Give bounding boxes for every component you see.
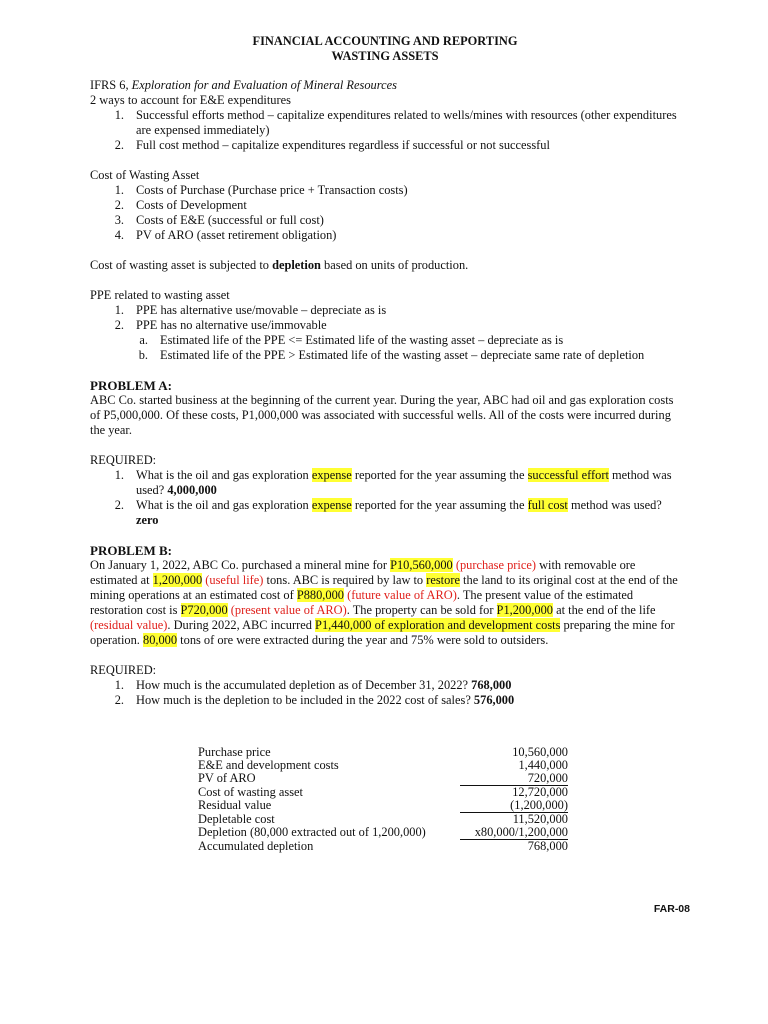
ifrs-methods-list [90,108,680,153]
depletion-statement: Cost of wasting asset is subjected to depletion based on units of production. [90,258,469,272]
table-row: Cost of wasting asset 12,720,000 [198,784,568,799]
list-item: 1. Costs of Purchase (Purchase price + Transaction costs) [114,183,408,197]
document-page [90,34,680,708]
list-item: 1. What is the oil and gas exploration expense reported for the year assuming the successful effort method was used? 4,000,000 [114,468,672,497]
table-row: Purchase price 10,560,000 [198,745,568,759]
list-item: 1. How much is the accumulated depletion as of December 31, 2022? 768,000 [114,678,512,692]
list-item: 2. Costs of Development [114,198,247,212]
doc-title-line2: WASTING ASSETS [331,49,439,63]
list-item: 4. PV of ARO (asset retirement obligation) [114,228,337,242]
ifrs-heading: IFRS 6, Exploration for and Evaluation of Mineral Resources [90,78,397,92]
problem-a-text: ABC Co. started business at the beginning of the current year. During the year, ABC had oil and gas exploration costs of P5,000,000. Of these costs, P1,000,000 was associated with successful wells. All of the costs were incurred during the year. [90,393,674,437]
list-item: 1. PPE has alternative use/movable – depreciate as is [114,303,387,317]
list-item: 3. Costs of E&E (successful or full cost) [114,213,324,227]
answer: 4,000,000 [167,483,217,497]
cost-list [90,183,680,243]
answer: zero [136,513,159,527]
page-footer-code: FAR-08 [653,903,690,915]
list-item: 2. PPE has no alternative use/immovable [114,318,327,332]
answer: 768,000 [471,678,512,692]
ppe-heading: PPE related to wasting asset [90,288,230,302]
sub-list-item: a. Estimated life of the PPE <= Estimated life of the wasting asset – depreciate as is [139,333,564,347]
problem-a-questions [90,468,680,528]
doc-title-line1: FINANCIAL ACCOUNTING AND REPORTING [252,34,518,48]
ifrs-intro: 2 ways to account for E&E expenditures [90,93,291,107]
table-row: Accumulated depletion 768,000 [198,838,568,853]
table-row: E&E and development costs 1,440,000 [198,758,568,772]
depletion-computation-table [198,746,568,853]
sub-list-item: b. Estimated life of the PPE > Estimated life of the wasting asset – depreciate same rate of depletion [138,348,645,362]
list-item: 1. Successful efforts method – capitalize expenditures related to wells/mines with resources (other expenditures are expensed immediately) [114,108,677,137]
list-item: 2. How much is the depletion to be included in the 2022 cost of sales? 576,000 [114,693,515,707]
table-row: PV of ARO 720,000 [198,771,568,786]
problem-a-heading: PROBLEM A: [90,378,172,393]
cost-heading: Cost of Wasting Asset [90,168,200,182]
ppe-list [90,303,680,363]
problem-b-questions [90,678,680,708]
problem-b-text: On January 1, 2022, ABC Co. purchased a mineral mine for P10,560,000 (purchase price) with removable ore estimated at 1,200,000 (useful life) tons. ABC is required by law to restore the land to its original cost at the end of the mining operations at an estimated cost of P880,000 (future value of ARO). The present value of the estimated restoration cost is P720,000 (present value of ARO). The property can be sold for P1,200,000 at the end of the life (residual value). During 2022, ABC incurred P1,440,000 of exploration and development costs preparing the mine for operation. 80,000 tons of ore were extracted during the year and 75% were sold to outsiders. [90,558,678,647]
problem-b-heading: PROBLEM B: [90,543,172,558]
table-row: Depletable cost 11,520,000 [198,811,568,826]
problem-b-required: REQUIRED: [90,663,157,677]
answer: 576,000 [473,693,515,707]
problem-a-required: REQUIRED: [90,453,157,467]
table-row: Residual value (1,200,000) [198,798,568,813]
list-item: 2. Full cost method – capitalize expenditures regardless if successful or not successful [114,138,550,152]
list-item: 2. What is the oil and gas exploration expense reported for the year assuming the full cost method was used? zero [114,498,662,527]
table-row: Depletion (80,000 extracted out of 1,200,000) x80,000/1,200,000 [198,825,568,840]
